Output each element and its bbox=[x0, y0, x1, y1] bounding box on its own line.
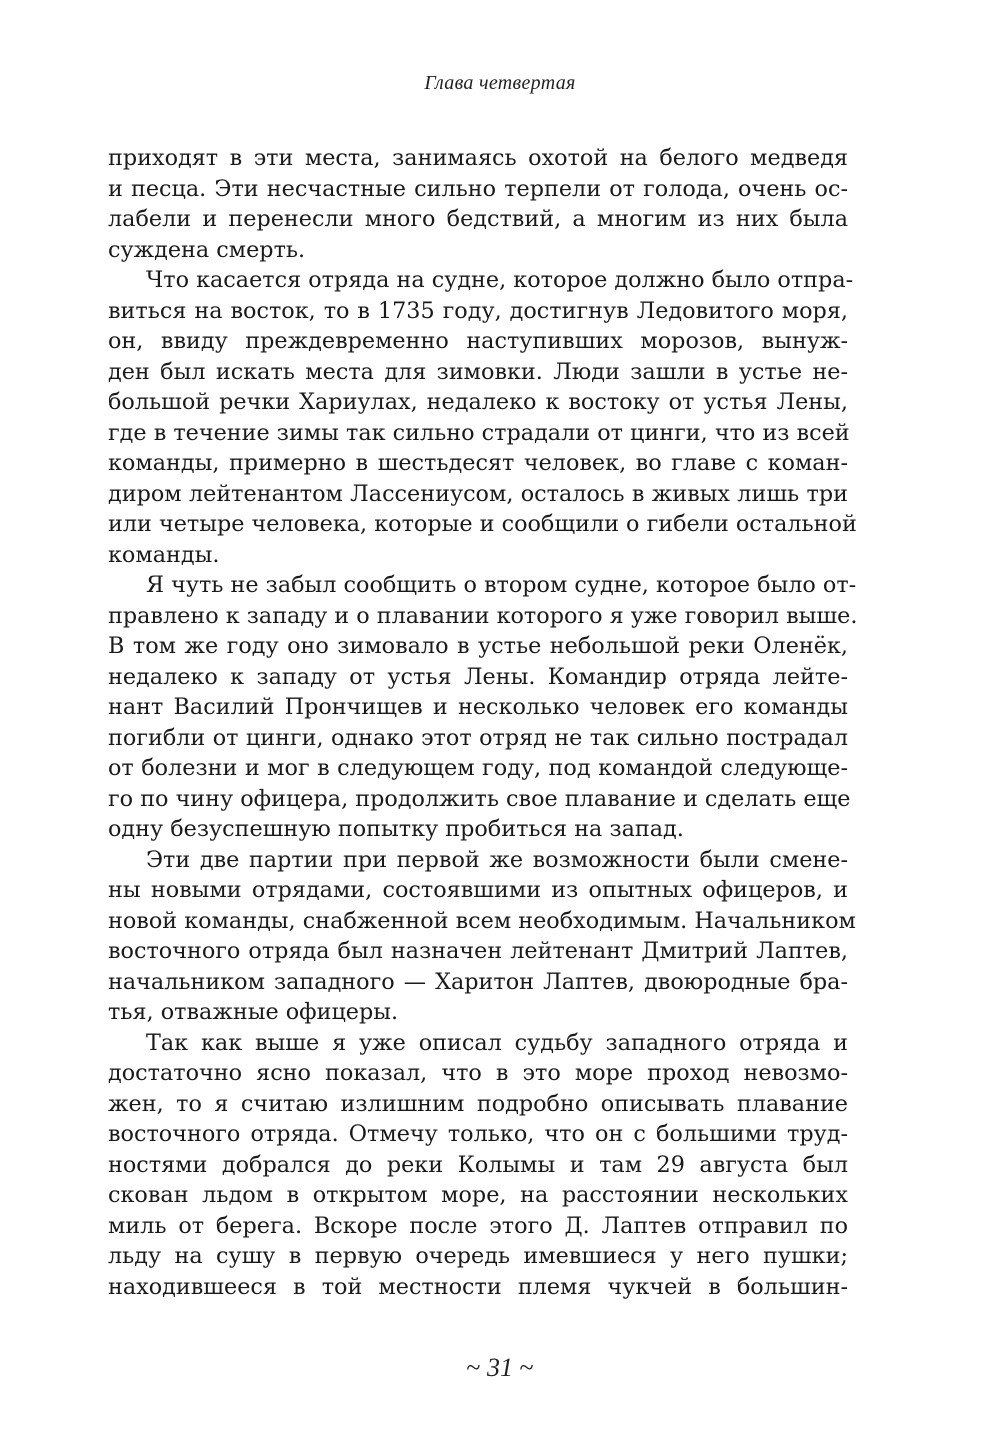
text-line: где в течение зимы так сильно страдали от цинги, что из всей bbox=[108, 419, 850, 446]
ornament-left: ~ bbox=[466, 1353, 481, 1382]
text-line: ностями добрался до реки Колымы и там 29 августа был bbox=[108, 1151, 848, 1178]
text-line: Я чуть не забыл сообщить о втором судне, которое было от- bbox=[146, 572, 857, 598]
text-line: новой команды, снабженной всем необходимым. Начальником bbox=[108, 907, 856, 934]
text-line: Что касается отряда на судне, которое должно было отпра- bbox=[146, 267, 854, 293]
text-line: погибли от цинги, однако этот отряд не так сильно пострадал bbox=[108, 724, 848, 751]
text-line: восточного отряда был назначен лейтенант Дмитрий Лаптев, bbox=[108, 938, 848, 964]
text-line: миль от берега. Вскоре после этого Д. Лаптев отправил по bbox=[108, 1212, 848, 1239]
text-line: правлено к западу и о плавании которого я уже говорил выше. bbox=[108, 602, 858, 629]
text-line: льду на сушу в первую очередь имевшиеся у него пушки; bbox=[108, 1243, 848, 1269]
text-line: большой речки Хариулах, недалеко к востоку от устья Лены, bbox=[108, 389, 848, 415]
text-line: скован льдом в открытом море, на расстоянии нескольких bbox=[108, 1182, 848, 1208]
text-line: он, ввиду преждевременно наступивших морозов, вынуж- bbox=[108, 328, 848, 354]
text-line: находившееся в той местности племя чукчей в большин- bbox=[108, 1273, 848, 1300]
text-line: диром лейтенантом Лассениусом, осталось в живых лишь три bbox=[108, 480, 848, 507]
text-line: го по чину офицера, продолжить свое плавание и сделать еще bbox=[108, 785, 851, 812]
text-line: восточного отряда. Отмечу только, что он с большими труд- bbox=[108, 1121, 848, 1147]
text-line: приходят в эти места, занимаясь охотой на белого медведя bbox=[108, 145, 848, 171]
text-line: от болезни и мог в следующем году, под командой следующе- bbox=[108, 755, 848, 781]
text-line: ден был искать места для зимовки. Люди зашли в устье не- bbox=[108, 358, 848, 385]
text-line: начальником западного — Харитон Лаптев, двоюродные бра- bbox=[108, 968, 848, 995]
text-line: суждена смерть. bbox=[108, 236, 306, 263]
text-line: лабели и перенесли много бедствий, а многим из них была bbox=[108, 206, 848, 232]
text-line: одну безуспешную попытку пробиться на запад. bbox=[108, 816, 684, 842]
text-line: достаточно ясно показал, что в это море проход невозмо- bbox=[108, 1060, 848, 1086]
running-title: Глава четвертая bbox=[424, 72, 576, 94]
text-line: виться на восток, то в 1735 году, достигнув Ледовитого моря, bbox=[108, 297, 848, 324]
text-line: В том же году оно зимовало в устье небольшой реки Оленёк, bbox=[108, 633, 848, 659]
text-line: и песца. Эти несчастные сильно терпели от голода, очень ос- bbox=[108, 175, 848, 202]
text-line: команды. bbox=[108, 541, 220, 568]
text-line: ны новыми отрядами, состоявшими из опытных офицеров, и bbox=[108, 877, 848, 903]
page-number: 31 bbox=[487, 1353, 513, 1382]
text-line: недалеко к западу от устья Лены. Командир отряда лейте- bbox=[108, 663, 848, 690]
text-line: команды, примерно в шестьдесят человек, во главе с коман- bbox=[108, 450, 848, 476]
body-text bbox=[108, 143, 858, 1302]
page-number-footer bbox=[0, 1353, 1000, 1383]
text-line: Так как выше я уже описал судьбу западного отряда и bbox=[146, 1029, 848, 1056]
text-line: нант Василий Прончищев и несколько человек его команды bbox=[108, 694, 848, 720]
text-line: Эти две партии при первой же возможности были смене- bbox=[146, 846, 848, 873]
text-line: жен, то я считаю излишним подробно описывать плавание bbox=[108, 1090, 848, 1117]
text-line: или четыре человека, которые и сообщили о гибели остальной bbox=[108, 511, 857, 537]
ornament-right: ~ bbox=[519, 1353, 534, 1382]
text-line: тья, отважные офицеры. bbox=[108, 999, 399, 1025]
